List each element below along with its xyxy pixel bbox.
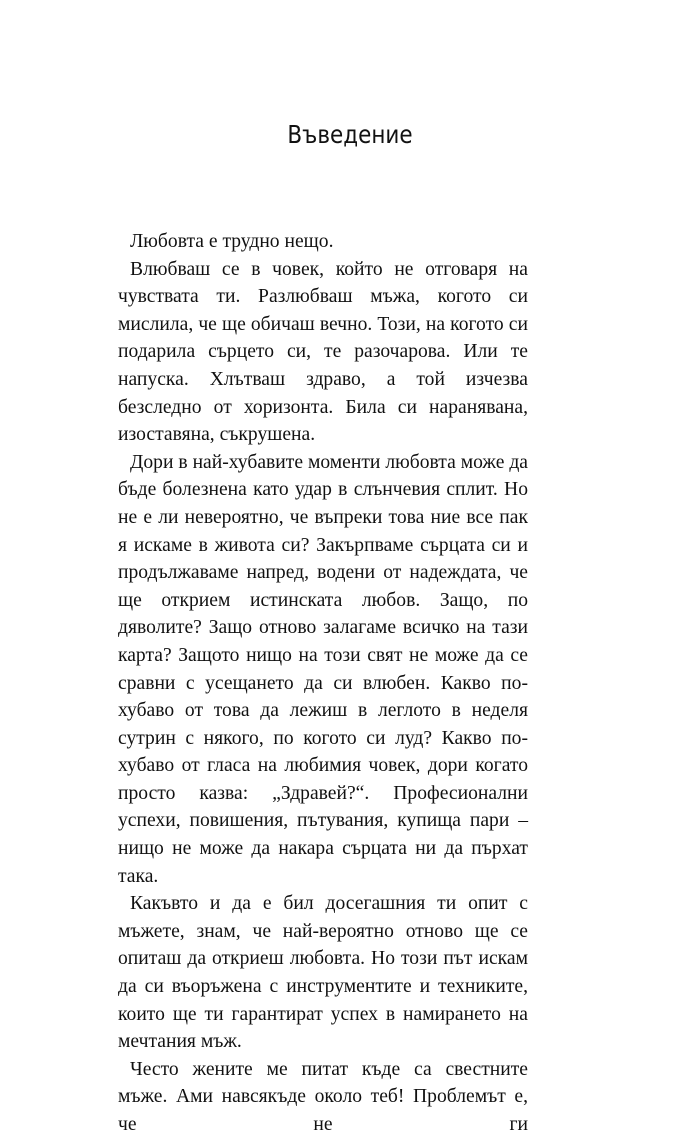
- paragraph-5: Често жените ме питат къде са свестните мъже. Ами навсякъде около теб! Проблемът е, че не ги: [118, 1058, 528, 1135]
- paragraph-2: Влюбваш се в човек, който не отговаря на чувствата ти. Разлюбваш мъжа, когото си мислила, че ще обичаш вечно. Този, на когото си подарила сърцето си, те разочарова. Или те напуска. Хлътваш здраво, а той изчезва безследно от хоризонта. Била си наранявана, изоставяна, съкрушена.: [118, 258, 528, 446]
- paragraph-1: Любовта е трудно нещо.: [130, 231, 334, 252]
- paragraph-4: Какъвто и да е бил досегашния ти опит с мъжете, знам, че най-вероятно отново ще се опиташ да откриеш любовта. Но този път искам да си въоръжена с инструментите и техниките, които ще ти гарантират успех в намирането на мечтания мъж.: [118, 893, 528, 1053]
- chapter-body: [118, 228, 528, 1139]
- paragraph-3: Дори в най-хубавите моменти любовта може да бъде болезнена като удар в слънчевия сплит. Но не е ли невероятно, че въпреки това ние все пак я искаме в живота си? Закърпваме сърцата си и продължаваме напред, водени от надеждата, че ще открием истинската любов. Защо, по дяволите? Защо отново залагаме всичко на тази карта? Защото нищо на този свят не може да се сравни с усещането да си влюбен. Какво по-хубаво от това да лежиш в леглото в неделя сутрин с някого, по когото си луд? Какво по-хубаво от гласа на любимия човек, дори когато просто казва: „Здравей?“. Професионални успехи, повишения, пътувания, купища пари – нищо не може да накара сърцата ни да пърхат така.: [118, 451, 528, 887]
- chapter-title: Въведение: [287, 120, 413, 149]
